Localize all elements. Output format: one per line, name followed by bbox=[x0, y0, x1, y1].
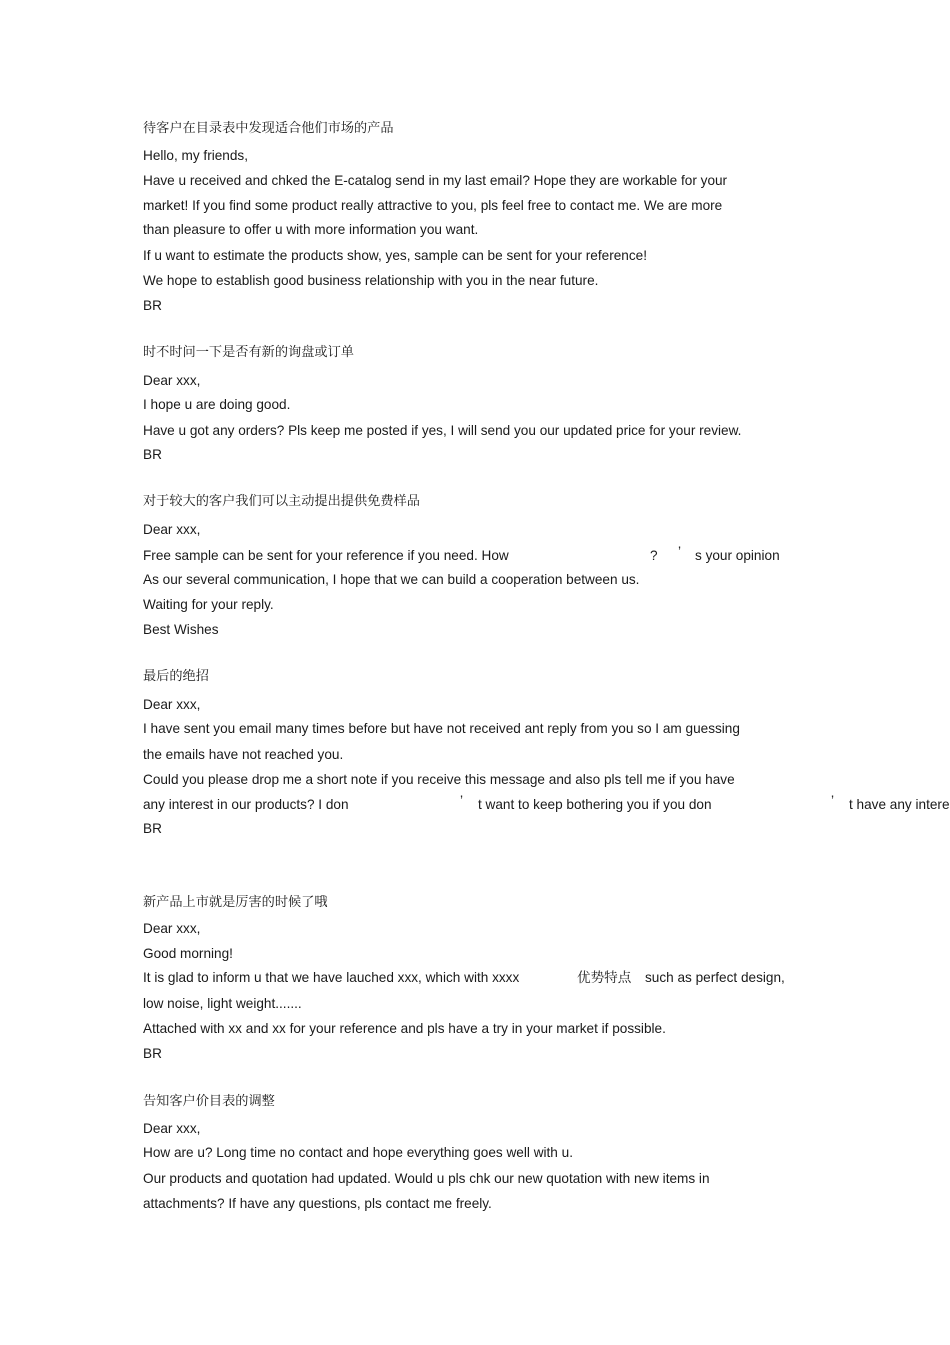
section-heading: 告知客户价目表的调整 bbox=[143, 1094, 275, 1109]
text-fragment: ? bbox=[650, 548, 658, 563]
text-fragment: such as perfect design, bbox=[645, 970, 785, 985]
text-line: low noise, light weight....... bbox=[143, 996, 302, 1011]
text-line: Dear xxx, bbox=[143, 921, 201, 936]
text-line: As our several communication, I hope that we can build a cooperation between us. bbox=[143, 572, 640, 587]
section-heading: 最后的绝招 bbox=[143, 669, 209, 684]
section-heading: 待客户在目录表中发现适合他们市场的产品 bbox=[143, 121, 394, 136]
text-line: Dear xxx, bbox=[143, 1121, 201, 1136]
text-fragment: any interest in our products? I don bbox=[143, 797, 349, 812]
text-line: I have sent you email many times before but have not received ant reply from you so I am guessing bbox=[143, 721, 740, 736]
text-fragment: ’ bbox=[460, 793, 464, 808]
text-line: How are u? Long time no contact and hope everything goes well with u. bbox=[143, 1145, 573, 1160]
text-line: I hope u are doing good. bbox=[143, 397, 291, 412]
text-line: market! If you find some product really attractive to you, pls feel free to contact me. We are more bbox=[143, 198, 723, 213]
text-fragment: t want to keep bothering you if you don bbox=[478, 797, 712, 812]
text-fragment: ’ bbox=[831, 793, 835, 808]
text-line: Attached with xx and xx for your reference and pls have a try in your market if possible. bbox=[143, 1021, 666, 1036]
text-line: Have u got any orders? Pls keep me posted if yes, I will send you our updated price for your review. bbox=[143, 423, 742, 438]
text-line: Our products and quotation had updated. Would u pls chk our new quotation with new items in bbox=[143, 1171, 710, 1186]
text-line: BR bbox=[143, 821, 162, 836]
text-line: than pleasure to offer u with more information you want. bbox=[143, 222, 479, 237]
text-line: attachments? If have any questions, pls contact me freely. bbox=[143, 1196, 492, 1211]
text-line: Could you please drop me a short note if you receive this message and also pls tell me if you have bbox=[143, 772, 735, 787]
text-fragment: 优势特点 bbox=[577, 970, 632, 986]
text-fragment: Free sample can be sent for your reference if you need. How bbox=[143, 548, 509, 563]
text-line: Have u received and chked the E-catalog send in my last email? Hope they are workable for your bbox=[143, 173, 728, 188]
text-line: Waiting for your reply. bbox=[143, 597, 274, 612]
text-line: Best Wishes bbox=[143, 622, 219, 637]
text-line: Dear xxx, bbox=[143, 697, 201, 712]
text-line: BR bbox=[143, 298, 162, 313]
text-fragment: ’ bbox=[678, 544, 682, 559]
text-line: Dear xxx, bbox=[143, 522, 201, 537]
text-fragment: It is glad to inform u that we have lauched xxx, which with xxxx bbox=[143, 970, 520, 985]
section-heading: 时不时问一下是否有新的询盘或订单 bbox=[143, 345, 354, 360]
text-line: the emails have not reached you. bbox=[143, 747, 344, 762]
text-line: Dear xxx, bbox=[143, 373, 201, 388]
text-line: Hello, my friends, bbox=[143, 148, 249, 163]
text-line: BR bbox=[143, 447, 162, 462]
section-heading: 新产品上市就是厉害的时候了哦 bbox=[143, 895, 328, 910]
text-line: We hope to establish good business relationship with you in the near future. bbox=[143, 273, 599, 288]
text-fragment: t have any intere bbox=[849, 797, 950, 812]
text-fragment: s your opinion bbox=[695, 548, 780, 563]
text-line: BR bbox=[143, 1046, 162, 1061]
text-line: If u want to estimate the products show, yes, sample can be sent for your reference! bbox=[143, 248, 647, 263]
section-heading: 对于较大的客户我们可以主动提出提供免费样品 bbox=[143, 494, 420, 509]
text-line: Good morning! bbox=[143, 946, 233, 961]
